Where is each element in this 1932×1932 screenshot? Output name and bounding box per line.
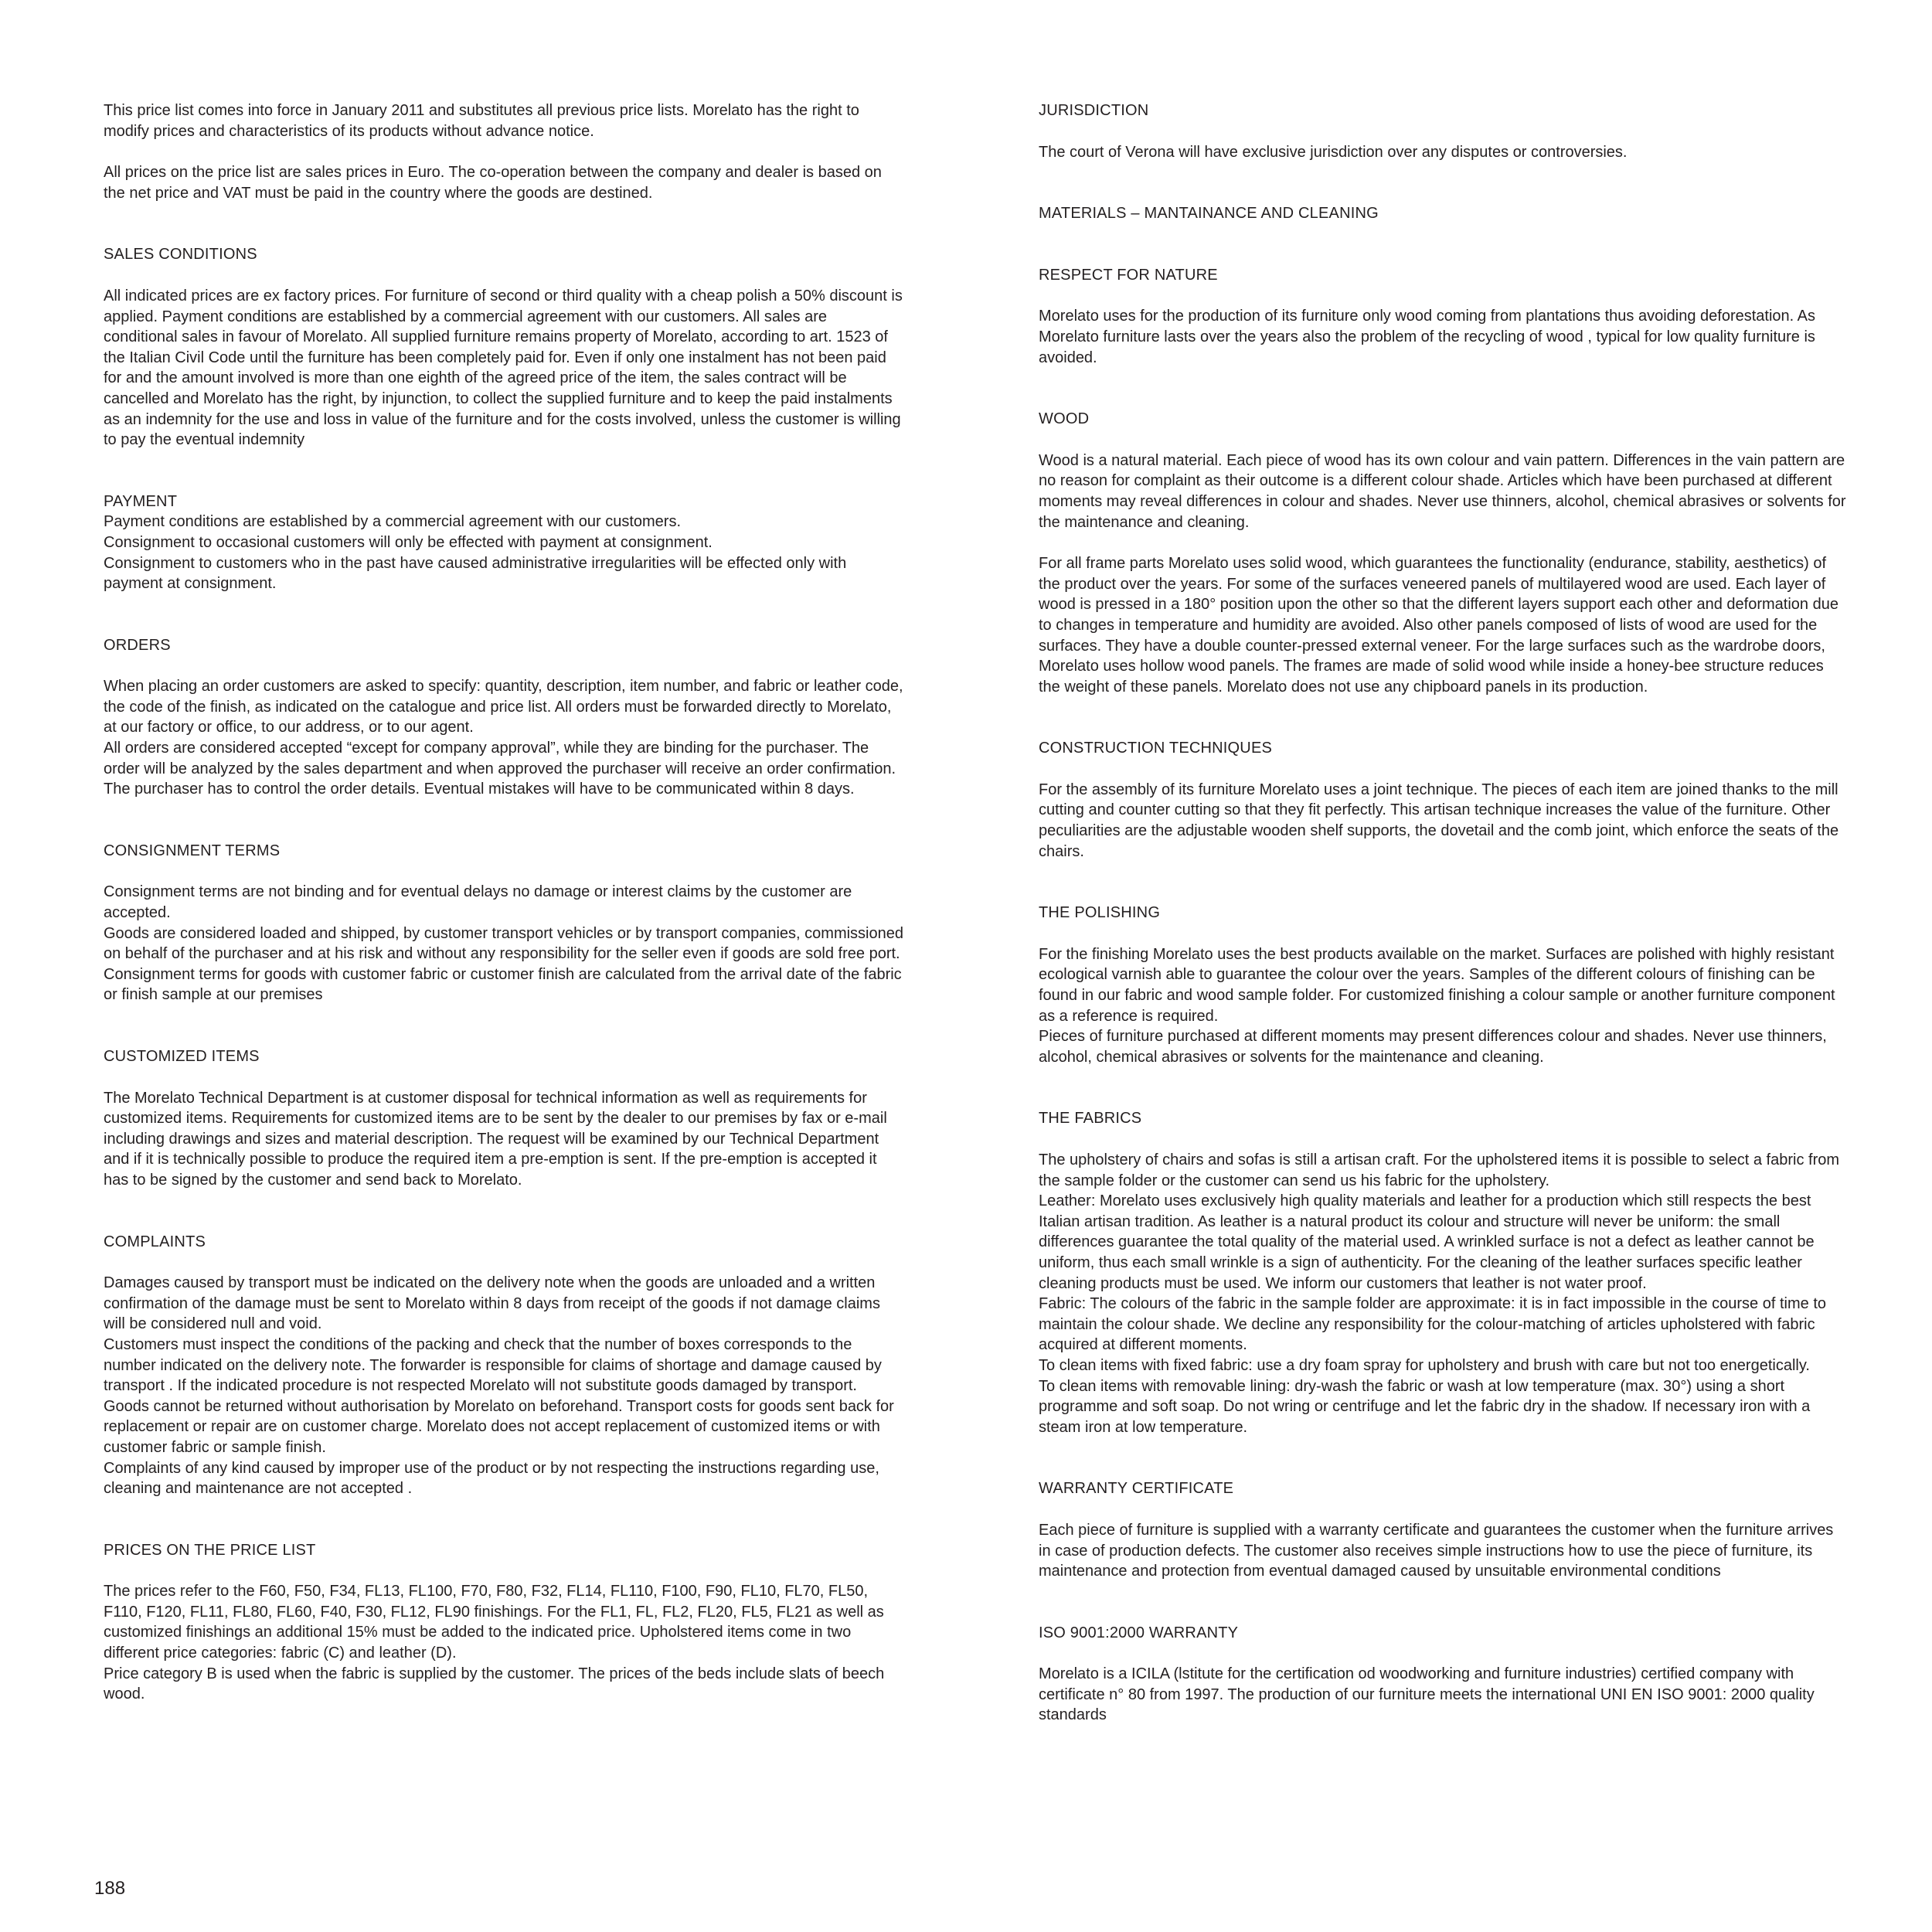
intro-paragraph [104,162,904,203]
polishing-text-2: Pieces of furniture purchased at different moments may present differences colour and shades. Never use thinners, alcohol, chemical abrasives or solvents for the maintenance and cleaning. [1039,1028,1827,1066]
fabrics-text-2: Leather: Morelato uses exclusively high quality materials and leather for a production which still respects the best Italian artisan tradition. As leather is a natural product its colour and structure will never be uniform: the small differences guarantee the total quality of the material used. A wrinkled surface is not a defect as leather cannot be uniform, thus each small wrinkle is a sign of authenticity. For the cleaning of the leather surfaces specific leather cleaning products must be used. We inform our customers that leather is not water proof. [1039,1192,1815,1292]
fabrics-text-1: The upholstery of chairs and sofas is still a artisan craft. For the upholstered items it is possible to select a fabric from the sample folder or the customer can send us his fabric for the upholstery. [1039,1151,1840,1189]
fabrics-body [1039,1150,1847,1437]
complaints-text-2: Customers must inspect the conditions of the packing and check that the number of boxes corresponds to the number indicated on the delivery note. The forwarder is responsible for claims of shortage and damage caused by transport . If the indicated procedure is not respected Morelato will not substitute goods damaged by transport. [104,1335,882,1395]
payment-text-2: Consignment to occasional customers will only be effected with payment at consignment. [104,533,713,551]
section-heading-warranty: WARRANTY CERTIFICATE [1039,1480,1234,1498]
section-heading-wood: WOOD [1039,410,1090,428]
wood-body-2 [1039,553,1847,697]
wood-text-1: Wood is a natural material. Each piece of wood has its own colour and vain pattern. Differences in the vain pattern are no reason for complaint as their outcome is a different colour shade. Articles which have been purchased at different moments may reveal differences in colour and shades. Never use thinners, alcohol, chemical abrasives or solvents for the maintenance and cleaning. [1039,451,1846,531]
jurisdiction-text: The court of Verona will have exclusive jurisdiction over any disputes or controversies. [1039,143,1628,161]
fabrics-text-3: Fabric: The colours of the fabric in the sample folder are approximate: it is in fact impossible in the course of time to maintain the colour shade. We decline any responsibility for the colour-matching of articles upholstered with fabric acquired at different moments. [1039,1295,1826,1354]
orders-text-2: All orders are considered accepted “except for company approval”, while they are binding for the purchaser. The order will be analyzed by the sales department and when approved the purchaser will receive an order confirmation. The purchaser has to control the order details. Eventual mistakes will have to be communicated within 8 days. [104,740,896,798]
consignment-terms-body [104,882,904,1005]
respect-nature-body [1039,306,1847,368]
iso-text: Morelato is a ICILA (lstitute for the certification od woodworking and furniture industries) certified company with certificate n° 80 from 1997. The production of our furniture meets the international UNI EN ISO 9001: 2000 quality standards [1039,1665,1815,1724]
section-heading-payment: PAYMENT [104,492,178,510]
warranty-text: Each piece of furniture is supplied with a warranty certificate and guarantees the customer when the furniture arrives in case of production defects. The customer also receives simple instructions how to use the piece of furniture, its maintenance and protection from eventual damaged caused by unsuitable environmental conditions [1039,1521,1834,1580]
wood-text-2: For all frame parts Morelato uses solid wood, which guarantees the functionality (endurance, stability, aesthetics) of the product over the years. For some of the surfaces veneered panels of multilayered wood are used. Each layer of wood is pressed in a 180° position upon the other so that the different layers support each other and deformation due to changes in temperature and humidity are avoided. Also other panels composed of lists of wood are used for the surfaces. They have a double counter-pressed external veneer. For the large surfaces such as the wardrobe doors, Morelato uses hollow wood panels. The frames are made of solid wood while inside a honey-bee structure reduces the weight of these panels. Morelato does not use any chipboard panels in its production. [1039,555,1838,696]
iso-body [1039,1664,1847,1726]
section-heading-construction: CONSTRUCTION TECHNIQUES [1039,740,1273,757]
section-heading-consignment-terms: CONSIGNMENT TERMS [104,842,281,859]
section-heading-jurisdiction: JURISDICTION [1039,102,1149,119]
wood-body-1 [1039,451,1847,532]
section-heading-complaints: COMPLAINTS [104,1233,206,1250]
page-number: 188 [94,1878,126,1899]
prices-body [104,1581,904,1705]
orders-body [104,676,904,800]
polishing-text-1: For the finishing Morelato uses the best products available on the market. Surfaces are polished with highly resistant ecological varnish able to guarantee the colour over the years. Samples of the different colours of finishing can be found in our fabric and wood sample folder. For customized finishing a colour sample or another furniture component as a reference is required. [1039,945,1835,1025]
left-column [104,100,904,1726]
fabrics-text-4: To clean items with fixed fabric: use a dry foam spray for upholstery and brush with care but not too energetically. [1039,1356,1810,1374]
complaints-text-4: Complaints of any kind caused by improper use of the product or by not respecting the instructions regarding use, cleaning and maintenance are not accepted . [104,1459,879,1498]
sales-conditions-body [104,286,904,451]
section-heading-orders: ORDERS [104,636,171,654]
section-heading-sales-conditions: SALES CONDITIONS [104,246,257,264]
orders-text-1: When placing an order customers are asked to specify: quantity, description, item number, and fabric or leather code, the code of the finish, as indicated on the catalogue and price list. All orders must be forwarded directly to Morelato, at our factory or office, to our address, or to our agent. [104,678,903,736]
complaints-text-1: Damages caused by transport must be indicated on the delivery note when the goods are unloaded and a written confirmation of the damage must be sent to Morelato within 8 days from receipt of the goods if not damage claims will be considered null and void. [104,1274,880,1333]
payment-text-1: Payment conditions are established by a commercial agreement with our customers. [104,513,682,531]
section-heading-materials: MATERIALS – MANTAINANCE AND CLEANING [1039,205,1379,223]
construction-body [1039,780,1847,862]
prices-text-1: The prices refer to the F60, F50, F34, FL13, FL100, F70, F80, F32, FL14, FL110, F100, F90, FL10, FL70, FL50, F110, F120, FL11, FL80, FL60, F40, F30, FL12, FL90 finishings. For the FL1, FL, FL2, FL20, FL5, FL21 as well as customized finishings an additional 15% must be added to the indicated price. Upholstered items come in two different price categories: fabric (C) and leather (D). [104,1583,884,1662]
consignment-text-2: Goods are considered loaded and shipped, by customer transport vehicles or by transport companies, commissioned on behalf of the purchaser and at his risk and without any responsibility for the seller even if goods are sold free port. [104,924,903,963]
respect-nature-text: Morelato uses for the production of its furniture only wood coming from plantations thus avoiding deforestation. As Morelato furniture lasts over the years also the problem of the recycling of wood , typical for low quality furniture is avoided. [1039,308,1815,366]
section-heading-respect-nature: RESPECT FOR NATURE [1039,266,1218,284]
intro-text-2: All prices on the price list are sales prices in Euro. The co-operation between the company and dealer is based on the net price and VAT must be paid in the country where the goods are destined. [104,164,882,202]
payment-body [104,512,904,594]
consignment-text-3: Consignment terms for goods with customer fabric or customer finish are calculated from the arrival date of the fabric or finish sample at our premises [104,965,902,1004]
payment-text-3: Consignment to customers who in the past have caused administrative irregularities will be effected only with payment at consignment. [104,554,847,593]
section-heading-customized-items: CUSTOMIZED ITEMS [104,1048,260,1065]
prices-text-2: Price category B is used when the fabric is supplied by the customer. The prices of the beds include slats of beech wood. [104,1665,885,1703]
intro-text-1: This price list comes into force in January 2011 and substitutes all previous price lists. Morelato has the right to modify prices and characteristics of its products without advance notice. [104,102,859,140]
section-heading-iso: ISO 9001:2000 WARRANTY [1039,1624,1239,1641]
section-heading-fabrics: THE FABRICS [1039,1110,1142,1128]
polishing-body [1039,944,1847,1068]
complaints-text-3: Goods cannot be returned without authorisation by Morelato on beforehand. Transport costs for goods sent back for replacement or repair are on customer charge. Morelato does not accept replacement of customized items or with customer fabric or sample finish. [104,1397,894,1456]
section-heading-polishing: THE POLISHING [1039,904,1161,922]
sales-conditions-text: All indicated prices are ex factory prices. For furniture of second or third quality with a cheap polish a 50% discount is applied. Payment conditions are established by a commercial agreement with our customers. All sales are conditional sales in favour of Morelato. All supplied furniture remains property of Morelato, according to art. 1523 of the Italian Civil Code until the furniture has been completely paid for. Even if only one instalment has not been paid for and the amount involved is more than one eighth of the agreed price of the item, the sales contract will be cancelled and Morelato has the right, by injunction, to collect the supplied furniture and to keep the paid instalments as an indemnity for the use and loss in value of the furniture and for the costs involved, unless the customer is willing to pay the eventual indemnity [104,287,903,449]
section-heading-prices: PRICES ON THE PRICE LIST [104,1541,316,1559]
warranty-body [1039,1520,1847,1582]
construction-text: For the assembly of its furniture Morelato uses a joint technique. The pieces of each item are joined thanks to the mill cutting and counter cutting so that they fit perfectly. This artisan technique increases the value of the furniture. Other peculiarities are the adjustable wooden shelf supports, the dovetail and the comb joint, which enforce the seats of the chairs. [1039,781,1839,860]
intro-paragraph [104,100,904,141]
right-column [1039,100,1847,1747]
consignment-text-1: Consignment terms are not binding and for eventual delays no damage or interest claims by the customer are accepted. [104,883,852,922]
fabrics-text-5: To clean items with removable lining: dry-wash the fabric or wash at low temperature (max. 30°) using a short programme and soft soap. Do not wring or centrifuge and let the fabric dry in the shadow. If necessary iron with a steam iron at low temperature. [1039,1377,1811,1436]
customized-items-text: The Morelato Technical Department is at customer disposal for technical information as well as requirements for customized items. Requirements for customized items are to be sent by the dealer to our premises by fax or e-mail including drawings and sizes and material description. The request will be examined by our Technical Department and if it is technically possible to produce the required item a pre-emption is sent. If the pre-emption is accepted it has to be signed by the customer and send back to Morelato. [104,1089,887,1189]
jurisdiction-body [1039,142,1847,163]
complaints-body [104,1273,904,1499]
customized-items-body [104,1088,904,1191]
